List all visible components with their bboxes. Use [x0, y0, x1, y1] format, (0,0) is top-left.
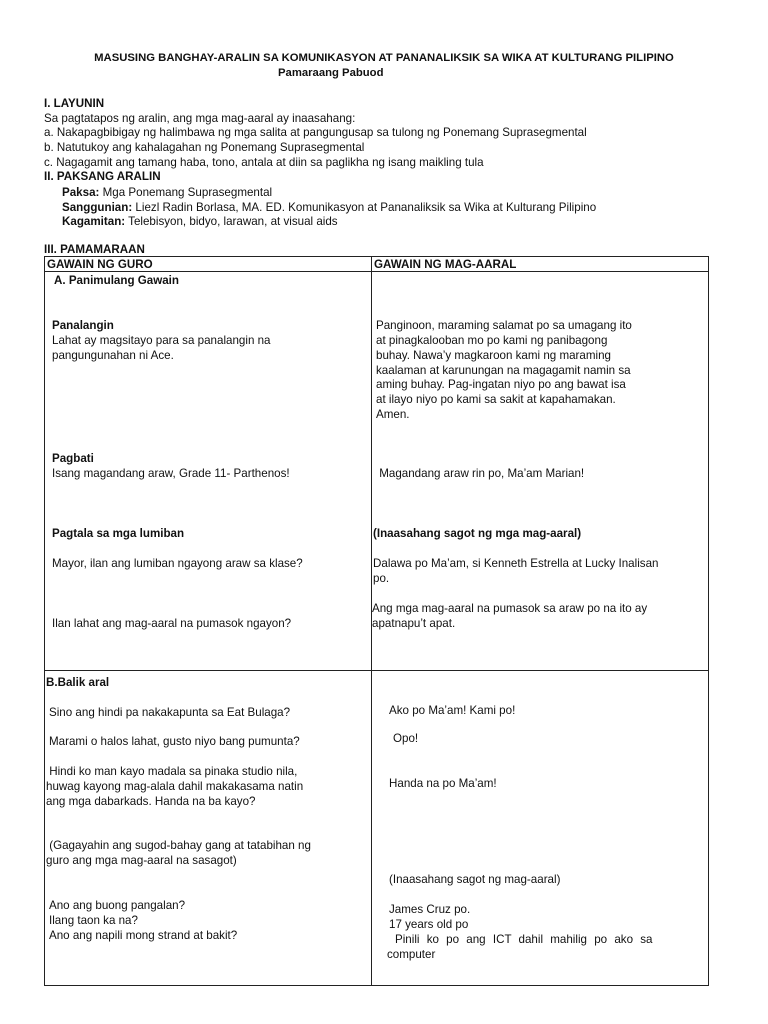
balik-answer-1: Ako po Ma’am! Kami po!: [389, 704, 516, 717]
pagtala-answer-2-line-2: apatnapu’t apat.: [372, 617, 456, 630]
balik-answer-4-line-2: 17 years old po: [389, 918, 469, 931]
pagtala-answer-1-line-1: Dalawa po Ma’am, si Kenneth Estrella at Lucky Inalisan: [373, 557, 659, 570]
balik-note-line-2: guro ang mga mag-aaral na sasagot): [46, 854, 237, 867]
panalangin-sagot-line-3: buhay. Nawa’y magkaroon kami ng maraming: [376, 349, 611, 362]
balik-question-1: Sino ang hindi pa nakakapunta sa Eat Bulaga?: [49, 706, 291, 719]
balik-answer-4-line-1: James Cruz po.: [389, 903, 471, 916]
panalangin-sagot-line-5: aming buhay. Pag-ingatan niyo po ang bawat isa: [376, 378, 626, 391]
balik-answer-4-line-3: Pinili ko po ang ICT dahil mahilig po ako sa: [395, 933, 653, 946]
balik-question-3-line-3: ang mga dabarkads. Handa na ba kayo?: [46, 795, 256, 808]
section-divider: [44, 670, 709, 671]
balik-question-3-line-1: Hindi ko man kayo madala sa pinaka studio nila,: [46, 765, 298, 778]
balik-answer-4-line-4: computer: [387, 948, 436, 961]
pagtala-heading: Pagtala sa mga lumiban: [52, 527, 185, 540]
panalangin-sagot-line-6: at ilayo niyo po kami sa sakit at kapahamakan.: [376, 393, 616, 406]
layunin-item-c: c. Nagagamit ang tamang haba, tono, antala at diin sa paglikha ng isang maikling tula: [44, 156, 484, 169]
balik-question-3-line-2: huwag kayong mag-alala dahil makakasama natin: [46, 780, 304, 793]
pagtala-question-2: Ilan lahat ang mag-aaral na pumasok ngayon?: [52, 617, 292, 630]
pagbati-guro: Isang magandang araw, Grade 11- Parthenos!: [52, 467, 290, 480]
balik-answer-2: Opo!: [393, 732, 419, 745]
balik-expected: (Inaasahang sagot ng mag-aaral): [389, 873, 561, 886]
panalangin-sagot-line-2: at pinagkalooban mo po kami ng panibagong: [376, 334, 608, 347]
paksang-aralin-heading: II. PAKSANG ARALIN: [44, 170, 161, 183]
pagbati-sagot: Magandang araw rin po, Ma’am Marian!: [376, 467, 585, 480]
panalangin-heading: Panalangin: [52, 319, 114, 332]
panalangin-guro-line-1: Lahat ay magsitayo para sa panalangin na: [52, 334, 271, 347]
panalangin-sagot-line-7: Amen.: [376, 408, 410, 421]
balik-question-4-line-1: Ano ang buong pangalan?: [49, 899, 186, 912]
layunin-heading: I. LAYUNIN: [44, 97, 105, 110]
pagtala-answer-1-line-2: po.: [373, 572, 390, 585]
panalangin-sagot-line-1: Panginoon, maraming salamat po sa umagang ito: [376, 319, 632, 332]
pagtala-expected: (Inaasahang sagot ng mga mag-aaral): [373, 527, 582, 540]
document-title: MASUSING BANGHAY-ARALIN SA KOMUNIKASYON AT PANANALIKSIK SA WIKA AT KULTURANG PILIPINO: [94, 52, 674, 64]
column-header-magaaral: GAWAIN NG MAG-AARAL: [374, 258, 517, 271]
sanggunian-line: [62, 200, 596, 215]
pagtala-answer-2-line-1: Ang mga mag-aaral na pumasok sa araw po na ito ay: [372, 602, 648, 615]
document-subtitle: Pamaraang Pabuod: [278, 67, 384, 79]
panalangin-guro-line-2: pangungunahan ni Ace.: [52, 349, 174, 362]
paksa-line: [62, 185, 272, 200]
balik-question-4-line-2: Ilang taon ka na?: [49, 914, 138, 927]
kagamitan-line: [62, 214, 338, 229]
section-a-heading: A. Panimulang Gawain: [54, 274, 179, 287]
pagbati-heading: Pagbati: [52, 452, 94, 465]
balik-note-line-1: (Gagayahin ang sugod-bahay gang at tatabihan ng: [46, 839, 311, 852]
balik-question-2: Marami o halos lahat, gusto niyo bang pumunta?: [49, 735, 300, 748]
layunin-item-b: b. Natutukoy ang kahalagahan ng Ponemang Suprasegmental: [44, 141, 365, 154]
layunin-item-a: a. Nakapagbibigay ng halimbawa ng mga salita at pangungusap sa tulong ng Ponemang Suprasegmental: [44, 126, 587, 139]
kagamitan-label: Kagamitan:: [62, 215, 126, 228]
sanggunian-label: Sanggunian:: [62, 201, 133, 214]
layunin-intro: Sa pagtatapos ng aralin, ang mga mag-aaral ay inaasahang:: [44, 112, 356, 125]
balik-question-4-line-3: Ano ang napili mong strand at bakit?: [49, 929, 238, 942]
paksa-value: Mga Ponemang Suprasegmental: [99, 186, 273, 199]
pagtala-question-1: Mayor, ilan ang lumiban ngayong araw sa klase?: [52, 557, 303, 570]
kagamitan-value: Telebisyon, bidyo, larawan, at visual aids: [125, 215, 338, 228]
paksa-label: Paksa:: [62, 186, 100, 199]
sanggunian-value: Liezl Radin Borlasa, MA. ED. Komunikasyon at Pananaliksik sa Wika at Kulturang Pilipino: [132, 201, 597, 214]
column-header-guro: GAWAIN NG GURO: [47, 258, 153, 271]
panalangin-sagot-line-4: kaalaman at karunungan na magagamit namin sa: [376, 364, 631, 377]
section-b-heading: B.Balik aral: [46, 676, 110, 689]
pamamaraan-heading: III. PAMAMARAAN: [44, 243, 145, 256]
balik-answer-3: Handa na po Ma’am!: [389, 777, 497, 790]
